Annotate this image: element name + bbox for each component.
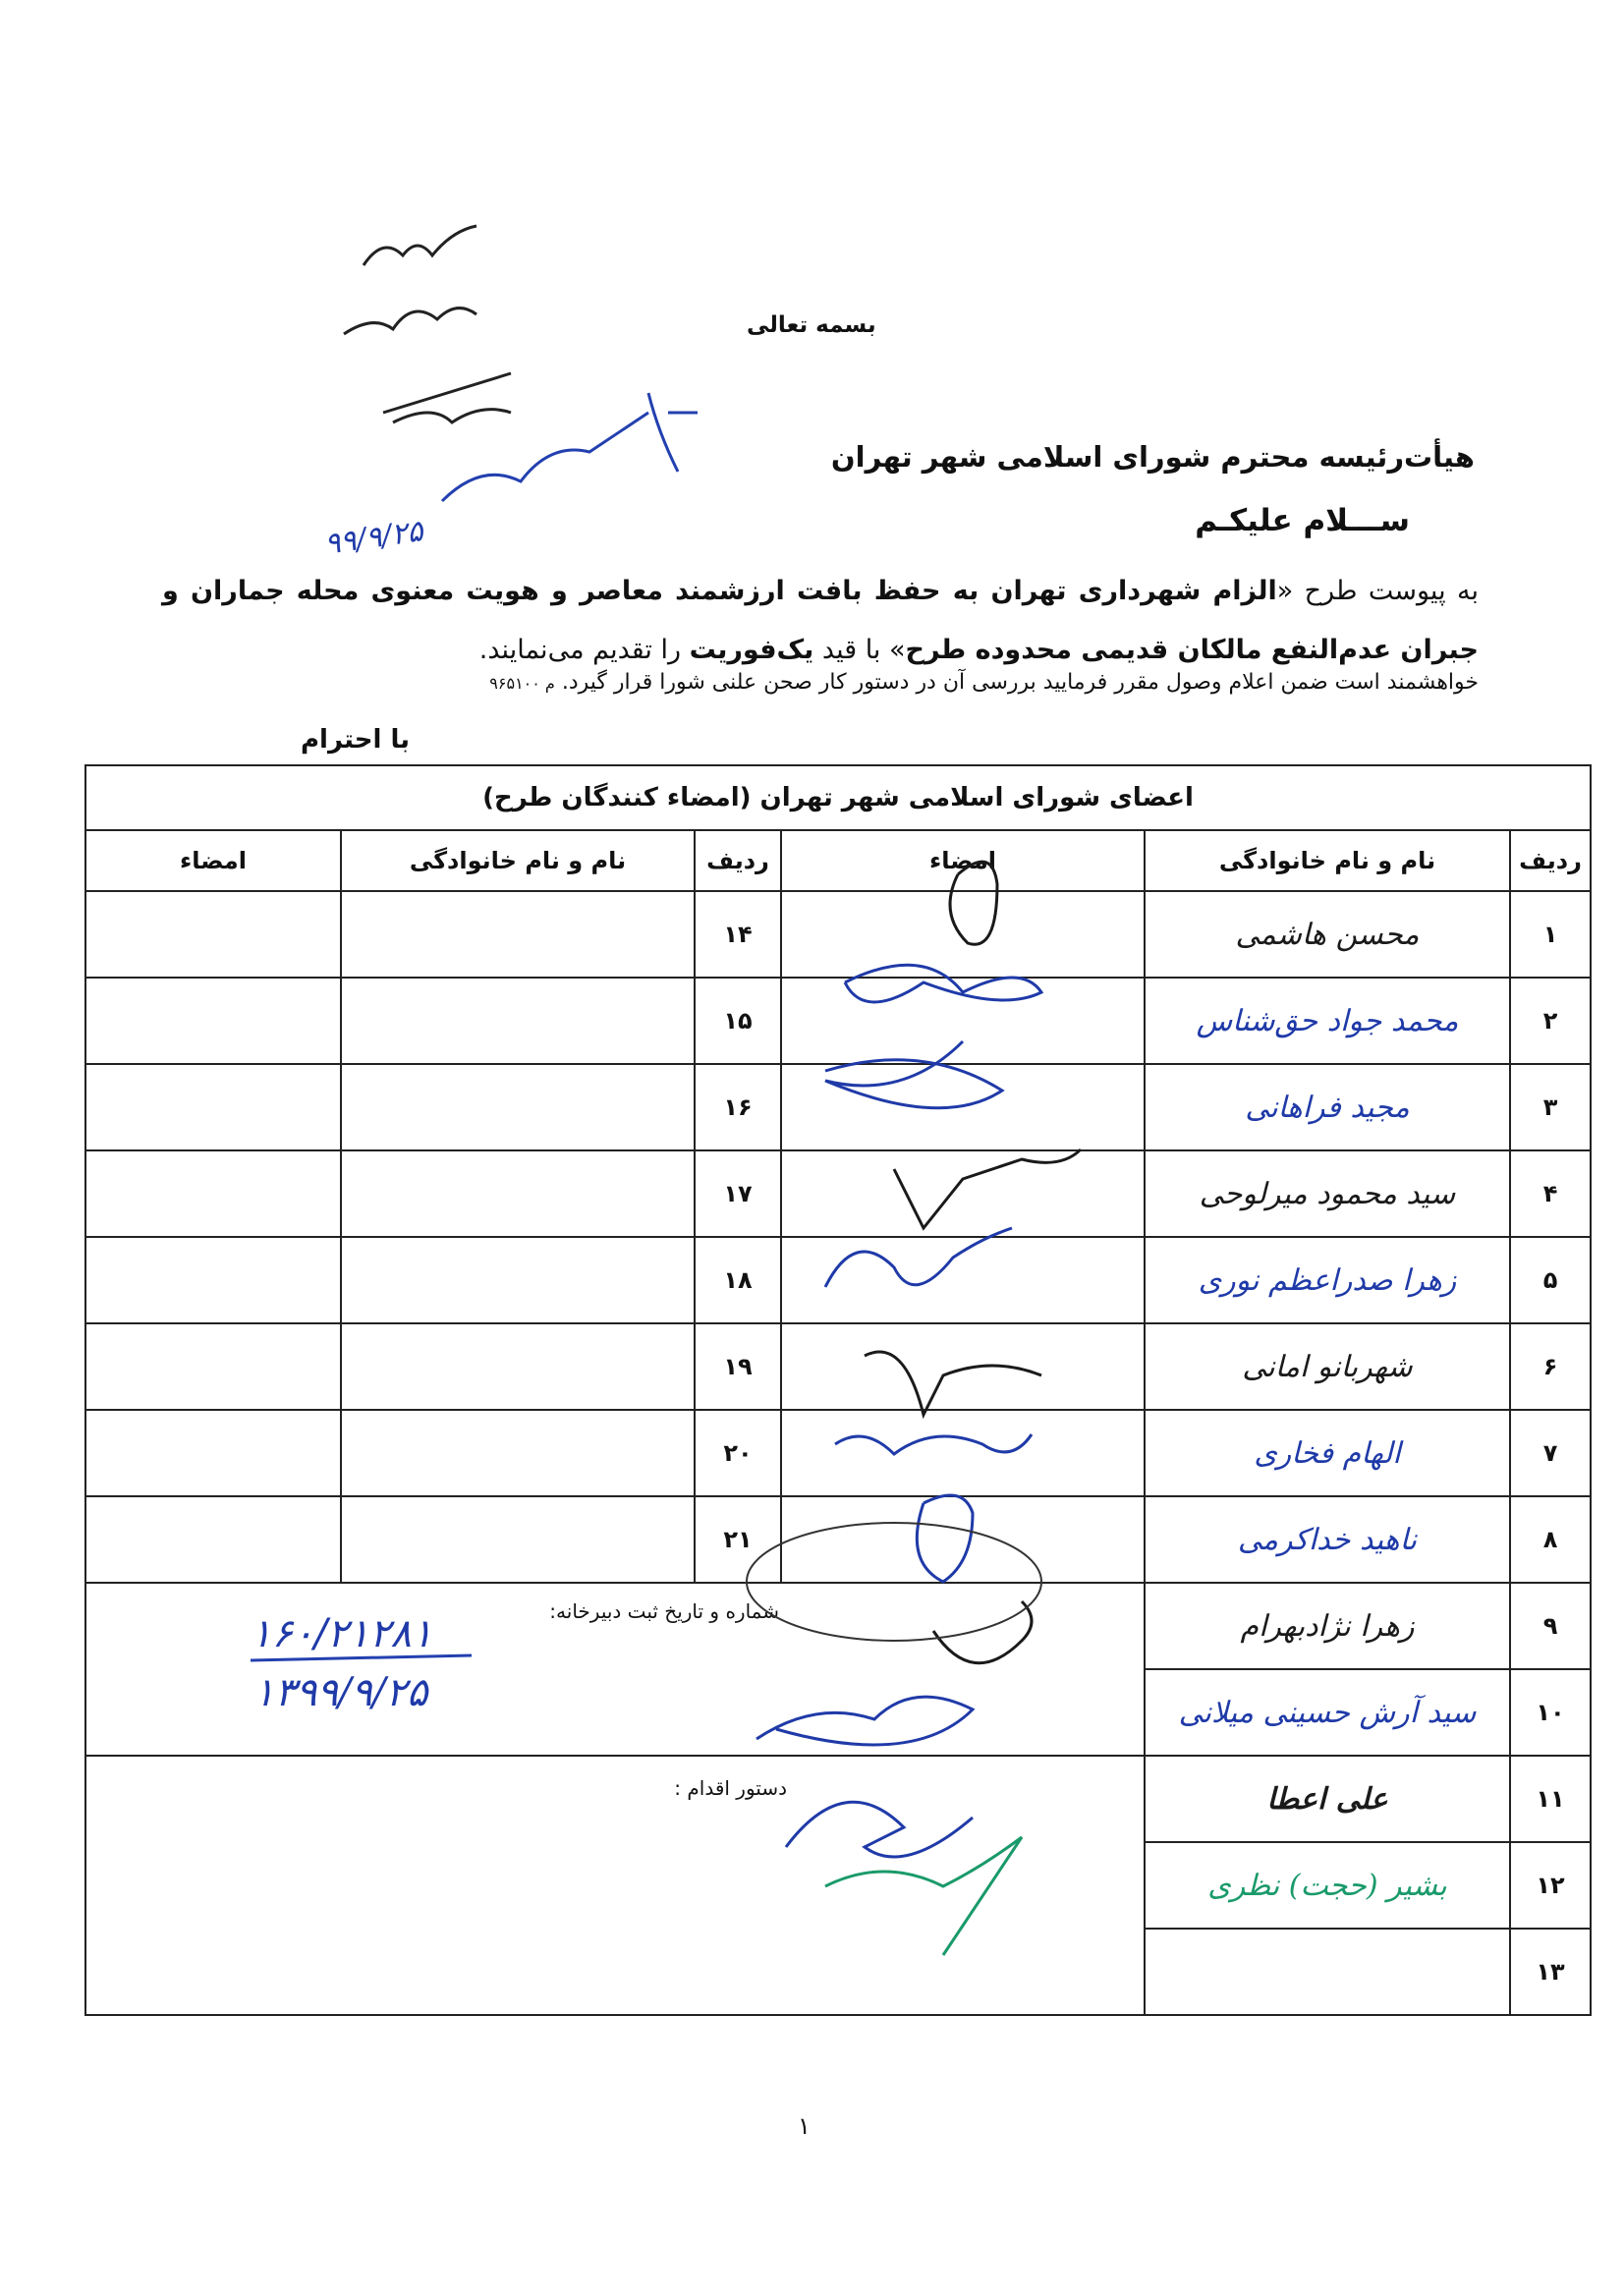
request-text: خواهشمند است ضمن اعلام وصول مقرر فرمایید بررسی آن در دستور کار صحن علنی شورا قرار گیرد.: [561, 670, 1479, 695]
member-name: الهام فخاری: [1145, 1410, 1510, 1496]
member-name: ناهید خداکرمی: [1145, 1496, 1510, 1583]
row-number: ۴: [1510, 1150, 1591, 1237]
member-name: مجید فراهانی: [1145, 1064, 1510, 1150]
member-name: بشیر (حجت) نظری: [1145, 1842, 1510, 1929]
with-label: » با قید: [813, 635, 906, 665]
registry-date: ۱۳۹۹/۹/۲۵: [253, 1670, 428, 1715]
member-name: شهربانو امانی: [1145, 1323, 1510, 1410]
signature-3: [825, 1041, 1002, 1108]
row-number: ۵: [1510, 1237, 1591, 1323]
member-name: زهرا صدراعظم نوری: [1145, 1237, 1510, 1323]
header-name-left: نام و نام خانوادگی: [341, 830, 695, 891]
signature-6: [865, 1352, 1041, 1415]
row-number: ۱۴: [695, 891, 781, 978]
row-number: ۱۸: [695, 1237, 781, 1323]
member-name: زهرا نژادبهرام: [1145, 1583, 1510, 1669]
margin-handwriting: [344, 226, 511, 422]
signature-11: [786, 1802, 973, 1857]
intro-text: به پیوست طرح «: [1276, 576, 1479, 606]
row-number: ۷: [1510, 1410, 1591, 1496]
closing-clause: را تقدیم می‌نمایند.: [478, 635, 690, 665]
signature-2: [845, 965, 1041, 1002]
stamp-ring: [747, 1523, 1041, 1641]
signature-8: [917, 1495, 973, 1582]
header-signature-left: امضاء: [85, 830, 341, 891]
action-label: دستور اقدام :: [674, 1776, 787, 1800]
registry-number: ۱۶۰/۲۱۲۸۱: [251, 1611, 433, 1656]
member-name: محسن هاشمی: [1145, 891, 1510, 978]
row-number: ۱۳: [1510, 1929, 1591, 2015]
page-number: ۱: [798, 2112, 811, 2140]
row-number: ۱۵: [695, 978, 781, 1064]
row-number: ۲۱: [695, 1496, 781, 1583]
bismillah-heading: بسمه تعالی: [747, 312, 876, 338]
row-number: ۸: [1510, 1496, 1591, 1583]
signature-12: [825, 1837, 1022, 1955]
addressee-line: هیأت‌رئیسه محترم شورای اسلامی شهر تهران: [830, 440, 1475, 474]
row-number: ۱: [1510, 891, 1591, 978]
row-number: ۳: [1510, 1064, 1591, 1150]
signature-10: [756, 1697, 973, 1745]
header-name-right: نام و نام خانوادگی: [1145, 830, 1510, 891]
signature-4: [894, 1149, 1081, 1228]
table-title: اعضای شورای اسلامی شهر تهران (امضاء کنندگان طرح): [85, 765, 1591, 830]
registry-label: شماره و تاریخ ثبت دبیرخانه:: [549, 1599, 779, 1623]
row-number: ۱۰: [1510, 1669, 1591, 1756]
signature-5: [825, 1228, 1012, 1287]
row-number: ۱۹: [695, 1323, 781, 1410]
row-number: ۱۲: [1510, 1842, 1591, 1929]
header-row-right: ردیف: [1510, 830, 1591, 891]
row-number: ۱۷: [695, 1150, 781, 1237]
row-number: ۶: [1510, 1323, 1591, 1410]
row-number: ۲: [1510, 978, 1591, 1064]
greeting-line: ســـلام علیکـم: [1195, 503, 1410, 538]
signature-9: [933, 1601, 1032, 1663]
registry-divider: [251, 1655, 472, 1660]
row-number: ۲۰: [695, 1410, 781, 1496]
member-name: سید محمود میرلوحی: [1145, 1150, 1510, 1237]
sign-off: با احترام: [301, 725, 410, 755]
member-name: سید آرش حسینی میلانی: [1145, 1669, 1510, 1756]
plan-title: الزام شهرداری تهران به حفظ بافت ارزشمند معاصر و هویت معنوی محله جماران و جبران عدم‌النفع مالکان قدیمی محدوده طرح: [162, 576, 1479, 665]
urgency-label: یک‌فوریت: [689, 635, 814, 665]
margin-note-date: ۹۹/۹/۲۵: [322, 514, 425, 562]
row-number: ۱۶: [695, 1064, 781, 1150]
request-reference: م ۹۶۵۱۰۰: [489, 674, 555, 693]
signature-1: [950, 862, 997, 944]
signature-7: [835, 1434, 1032, 1454]
member-name: علی اعطا: [1145, 1756, 1510, 1842]
header-signature-right: امضاء: [781, 830, 1145, 891]
header-row-left: ردیف: [695, 830, 781, 891]
row-number: ۱۱: [1510, 1756, 1591, 1842]
row-number: ۹: [1510, 1583, 1591, 1669]
member-name: محمد جواد حق‌شناس: [1145, 978, 1510, 1064]
